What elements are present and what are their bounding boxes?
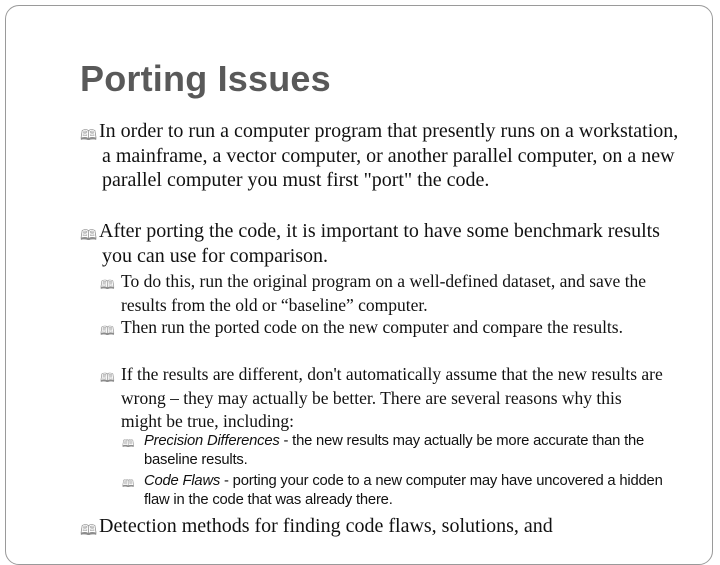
- sub-sub-bullet-item: [122, 472, 684, 510]
- book-icon: 🕮: [80, 523, 97, 539]
- bullet-text: In order to run a computer program that presently runs on a workstation, a mainframe, a vector computer, or another parallel computer, on a new parallel computer you must first "port" the code.: [99, 120, 679, 191]
- slide-title: Porting Issues: [80, 58, 331, 99]
- bullet-item: [80, 514, 682, 539]
- book-icon: 🕮: [122, 478, 135, 490]
- book-icon: 🕮: [80, 228, 97, 244]
- sub-sub-bullet-item: [122, 432, 684, 470]
- book-icon: 🕮: [122, 438, 135, 450]
- book-icon: 🕮: [100, 278, 115, 292]
- sub-bullet-item: [100, 363, 666, 434]
- bullet-text: - porting your code to a new computer may have uncovered a hidden flaw in the code that was already there.: [144, 473, 663, 508]
- bullet-term: Precision Differences: [144, 433, 280, 449]
- bullet-item: [80, 119, 682, 193]
- bullet-text: Detection methods for finding code flaws, solutions, and: [99, 515, 553, 537]
- bullet-text: To do this, run the original program on a well-defined dataset, and save the results from the old or “baseline” computer.: [121, 271, 647, 315]
- bullet-text: Then run the ported code on the new computer and compare the results.: [121, 317, 623, 337]
- bullet-text: If the results are different, don't automatically assume that the new results are wrong – they may actually be better. There are several reasons why this might be true, including:: [121, 364, 663, 431]
- sub-bullet-item: [100, 270, 666, 317]
- bullet-text: After porting the code, it is important to have some benchmark results you can use for comparison.: [99, 220, 660, 267]
- book-icon: 🕮: [100, 324, 115, 338]
- bullet-text: - the new results may actually be more accurate than the baseline results.: [144, 433, 645, 468]
- bullet-item: [80, 219, 682, 268]
- bullet-term: Code Flaws: [144, 473, 221, 489]
- book-icon: 🕮: [80, 128, 97, 144]
- sub-bullet-item: [100, 316, 666, 340]
- book-icon: 🕮: [100, 371, 115, 385]
